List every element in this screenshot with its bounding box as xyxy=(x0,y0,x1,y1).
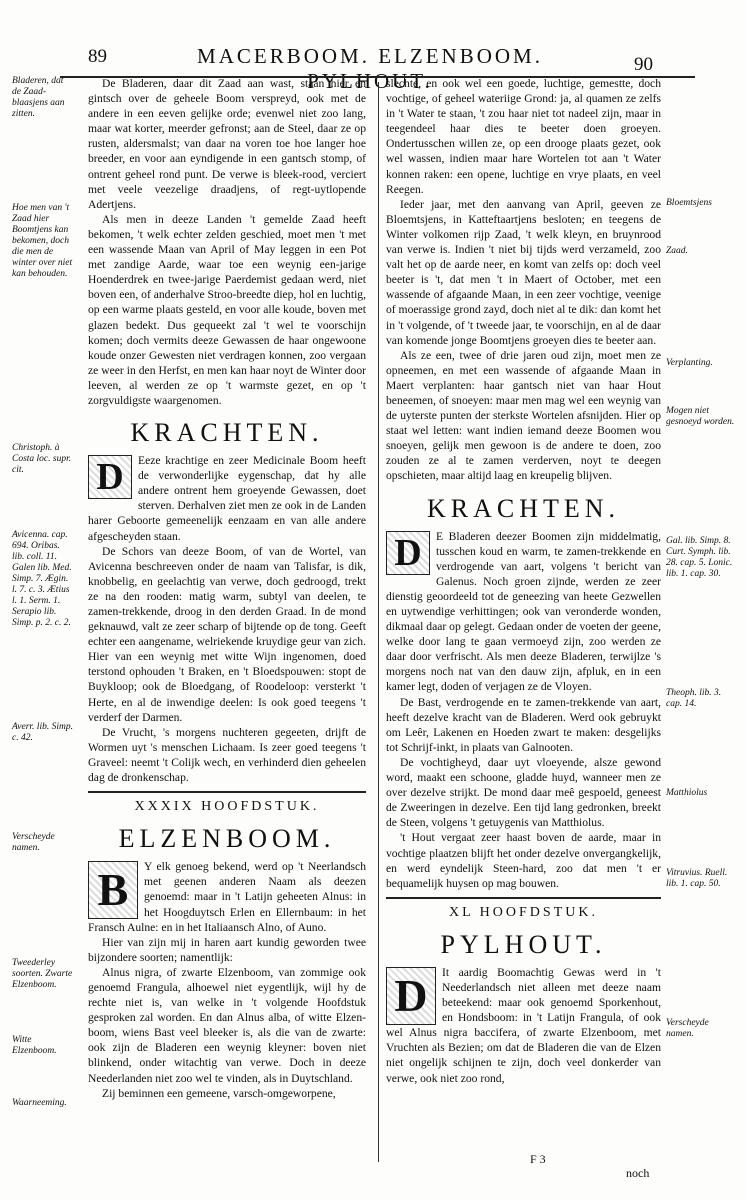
paragraph xyxy=(386,965,661,1086)
paragraph: Als ze een, twee of drie jaren oud zijn, moet men ze opneemen, en met een wassende of afgaande Maan in Maert verplanten: haar gantsch niet van haar Hout beneemen, of snoeyen: maar men mag wel een weynig van de uyterste punten der sterkste Wortelen afsnijden. Hier op staat wel letten: want indien iemand deeze Boomen wou snoeyen, gelijk men gewoon is de andere te doen, zoo zouden ze al te zamen verderven, noyt te deegen opschieten, maar altijd laag en kreupelig blijven. xyxy=(386,348,661,483)
paragraph-text: It aardig Boomachtig Gewas werd in 't Neederlandsch niet alleen met deeze naam beteekend: maar ook genoemd Sporkenhout, en Hondsboom: in 't Latijn Frangula, of ook wel Alnus nigra baccifera, of zwarte Elzenboom, met Vruchten als Bezien; om dat de Bladeren die van de Elzen niet ongelijk schijnen te zijn, doch veel donkerder van verwe, ook niet zoo rond, xyxy=(386,965,661,1085)
paragraph xyxy=(88,453,366,544)
paragraph: De Bladeren, daar dit Zaad aan wast, staan hier en gintsch over de geheele Boom verspreyd, ook met de andere in een eeven gelijke orde; evenwel niet zoo lang, maar wat korter, meerder gefronst; aan de Steel, daar ze op rusten, aldersmalst; van daar na voren toe hoe langer hoe breeder, en voor aan eyndigende in een gantsch stomp, of ontrent geheel rond punt. De verwe is bleek-rood, verciert met veele veezelige draadjens, of regt-uytlopende Adertjens. xyxy=(88,77,366,211)
signature-mark: F 3 xyxy=(530,1152,546,1166)
section-rule xyxy=(386,897,661,899)
margin-note: Tweederley soorten. Zwarte Elzenboom. xyxy=(12,958,73,990)
section-heading-elzenboom: ELZENBOOM. xyxy=(118,824,336,854)
margin-note: Avicenna. cap. 694. Oribas. lib. coll. 11. Galen lib. Med. Simp. 7. Ægin. l. 7. c. 3. Ætius l. 1. Serm. 1. Serapio lib. Simp. p. 2. c. 2. xyxy=(12,530,72,628)
section-rule xyxy=(88,791,366,793)
page-header xyxy=(0,40,747,93)
chapter-heading: XL HOOFDSTUK. xyxy=(449,904,598,920)
margin-note: Averr. lib. Simp. c. 42. xyxy=(12,722,73,743)
left-column xyxy=(88,76,366,1101)
section-heading-pylhout: PYLHOUT. xyxy=(440,929,607,959)
margin-note: Matthiolus xyxy=(666,788,708,798)
drop-cap: D xyxy=(88,455,132,499)
paragraph: Ieder jaar, met den aanvang van April, geeven ze Bloemtsjens, in Katteftaartjens besloten; en teegens de Winter volkomen rijp Zaad, 't welk kleyn, en bruynrood van verwe is. Indien 't niet bij tijds werd verzameld, zoo valt het op de aarde neer, en komt van zelfs op: doch veel beeter is 't, dat men 't in Maert of October, met een wassende of afgaande Maan, in een zeer vochtige, veenige of moerassige grond zayd, doch niet al te dik: dan komt het in 't volgende, of 't tweede jaar, te voorschijn, en al de daar van komende jonge Boomtjens groeyen dies te beeter aan. xyxy=(386,197,661,347)
margin-note: Verscheyde namen. xyxy=(12,832,55,853)
paragraph: Hier van zijn mij in haren aart kundig geworden twee bijzondere soorten; namentlijk: xyxy=(88,935,366,964)
margin-note: Vitruvius. Ruell. lib. 1. cap. 50. xyxy=(666,868,728,889)
paragraph: De Vrucht, 's morgens nuchteren gegeeten, drijft de Wormen uyt 's menschen Lichaam. Is zeer goed teegens 't Graveel: neemt 't Colijk wech, en verhinderd dien geheelen dag de dronkenschap. xyxy=(88,725,366,785)
paragraph: De Bast, verdrogende en te zamen-trekkende van aart, heeft dezelve kracht van de Bladeren. Werd ook gebruykt om Leêr, Lakenen en Hoeden zwart te maken: desgelijks tot Schrijf-inkt, in plaats van Galnooten. xyxy=(386,695,661,754)
paragraph: 't Hout vergaat zeer haast boven de aarde, maar in vochtige plaatzen blijft het onder dezelve onvergangkelijk, en werd eyndelijk Steen-hard, zoo dat men 't er bequamelijk huysen op mag bouwen. xyxy=(386,831,661,890)
paragraph: Alnus nigra, of zwarte Elzenboom, van zommige ook genoemd Frangula, alhoewel niet eygentlijk, wijl hy de rechte niet is, van welke in 't volgende Hoofdstuk gesproken zal worden. En dan Alnus alba, of witte Elzen-boom, wiens Bast veel bleeker is, als die van de zwarte: ook zijn de Bladeren een weynig kleyner: boven niet blinkend, onder witachtig van verwe. Doch in deeze Neederlanden niet zoo wel te vinden, als in Duytschland. xyxy=(88,965,366,1085)
page-number-right: 90 xyxy=(634,54,653,75)
paragraph: slechte, en ook wel een goede, luchtige, gemestte, doch vochtige, of geheel wateriige Grond: ja, al quamen ze zelfs in 't Water te staan, 't zou haar niet tot nadeel zijn, maar in teegendeel haar dies te beeter doen groeyen. Ondertusschen willen ze, op een drooge plaats gezet, ook wel wassen, indien maar hare Wortelen tot aan 't Water konnen raken: een opene, luchtige en vrye plaats, en veel Reegen. xyxy=(386,77,661,196)
section-heading-krachten: KRACHTEN. xyxy=(130,418,324,448)
margin-note: Christoph. à Costa loc. supr. cit. xyxy=(12,443,72,475)
paragraph: Zij beminnen een gemeene, varsch-omgeworpene, xyxy=(102,1086,336,1100)
margin-note: Bladeren, dat de Zaad-blaasjens aan zitten. xyxy=(12,76,65,119)
margin-note: Waarneeming. xyxy=(12,1098,67,1108)
drop-cap: B xyxy=(88,861,138,919)
column-divider xyxy=(378,82,379,1162)
margin-note: Zaad. xyxy=(666,246,688,256)
chapter-heading: XXXIX HOOFDSTUK. xyxy=(134,799,320,815)
paragraph: De Schors van deeze Boom, of van de Wortel, van Avicenna beschreeven onder de naam van Talisfar, is dik, knobbelig, en geelachtig van verwe, doch gedroogd, trekt ze na den rooden: matig warm, subtyl van deelen, te zamen-trekkende, droog in den derden Graad. In de mond geknauwd, valt ze zeer scharp of bijtende op de tong. Geeft echter een aangename, welriekende kruydige geur van zich. Hier van een weynig met witte Wijn ingenomen, doed terstond ophouden 't Braken, en 't Bloedspouwen: stopt de Buykloop; ook de Bloedgang, of Roodeloop: versterkt 't Herte, en al de inwendige deelen: Is ook goed teegens 't verderf der Darmen. xyxy=(88,544,366,724)
section-heading-krachten: KRACHTEN. xyxy=(426,493,621,523)
catchword: noch xyxy=(626,1166,650,1180)
right-column xyxy=(386,76,661,1086)
page-number-left: 89 xyxy=(88,46,107,67)
paragraph xyxy=(386,529,661,695)
margin-note: Verscheyde namen. xyxy=(666,1018,709,1039)
running-title: MACERBOOM. ELZENBOOM. PYLHOUT. xyxy=(197,44,543,93)
margin-note: Verplanting. xyxy=(666,358,713,368)
margin-note: Hoe men van 't Zaad hier Boomtjens kan bekomen, doch die men de winter over niet kan behouden. xyxy=(12,203,73,279)
drop-cap: D xyxy=(386,531,430,575)
paragraph: Als men in deeze Landen 't gemelde Zaad heeft bekomen, 't welk echter zelden geschied, moet men 't met een wassende Maan van April of May leggen in een Pot met zandige Aarde, waar toe een weynig een-jarige Hoenderdrek en twee-jarige Paerdemist gedaan werd, niet boven een, of anderhalve Stroo-breedte diep, hol en luchtig, op een warme plaats gesteld, en voor alle koude, boven met glazen bedekt. Dus gequeekt zal 't wel te voorschijn komen; doch vermits deeze Gewassen de haar ongewoone koude onzer Gewesten niet verdragen konnen, zoo vergaan ze weer in den Herfst, en men kan haar noyt de Winter door leeven, al werden ze op 't warmste gezet, en op 't zorgvuldigste waargenomen. xyxy=(88,212,366,407)
paragraph-text: Y elk genoeg bekend, werd op 't Neerlandsch met geenen anderen Naam als deezen genoemd: maar in 't Latijn geheeten Alnus: in het Hoogduytsch Erlen en Ellernbaum: in het Fransch Aulne: en in het Italiaansch Alno, of Auno. xyxy=(88,860,366,934)
margin-note: Witte Elzenboom. xyxy=(12,1035,57,1056)
margin-note: Gal. lib. Simp. 8. Curt. Symph. lib. 28. cap. 5. Lonic. lib. 1. cap. 30. xyxy=(666,536,733,579)
drop-cap: D xyxy=(386,967,436,1025)
paragraph xyxy=(88,859,366,934)
paragraph: De vochtigheyd, daar uyt vloeyende, alsze gewond word, maakt een schoone, gladde huyd, wanneer men ze over dezelve strijkt. De mond daar meê gespoeld, geneest de Zweeringen in dezelve. Een tijd lang gedronken, breekt de Steen, volgens 't getuygenis van Matthiolus. xyxy=(386,755,661,830)
paragraph-text: E Bladeren deezer Boomen zijn middelmatig, tusschen koud en warm, te zamen-trekkende en verdrogende van aart, volgens 't bericht van Galenus. Noch groen zijnde, werden ze zeer dienstig geoordeeld tot de geneezing van heete Gezwellen en uytwendige verhittingen; ook van veronderde wonden, dikmaal daar op gelegt. Gedaan onder de voeten der geene, welke door lang te gaan vermoeyd zijn, zoo werden ze daar door verfrischt. Als men deeze Bladeren, terwijlze 's morgens noch nat van den dauw zijn, afpluk, en in een kamer legt, doden of verjagen ze de Vloyen. xyxy=(386,529,661,694)
paragraph-text: Eeze krachtige en zeer Medicinale Boom heeft de verwonderlijke eygenschap, dat hy alle andere ontrent hem groeyende Gewassen, doet sterven. Derhalven ziet men ze ook in de Landen harer Geboorte gemeenelijk eenzaam en van alle andere afgescheyden staan. xyxy=(88,454,366,543)
margin-note: Theoph. lib. 3. cap. 14. xyxy=(666,688,722,709)
margin-note: Bloemtsjens xyxy=(666,198,712,208)
margin-note: Mogen niet gesnoeyd worden. xyxy=(666,406,735,427)
